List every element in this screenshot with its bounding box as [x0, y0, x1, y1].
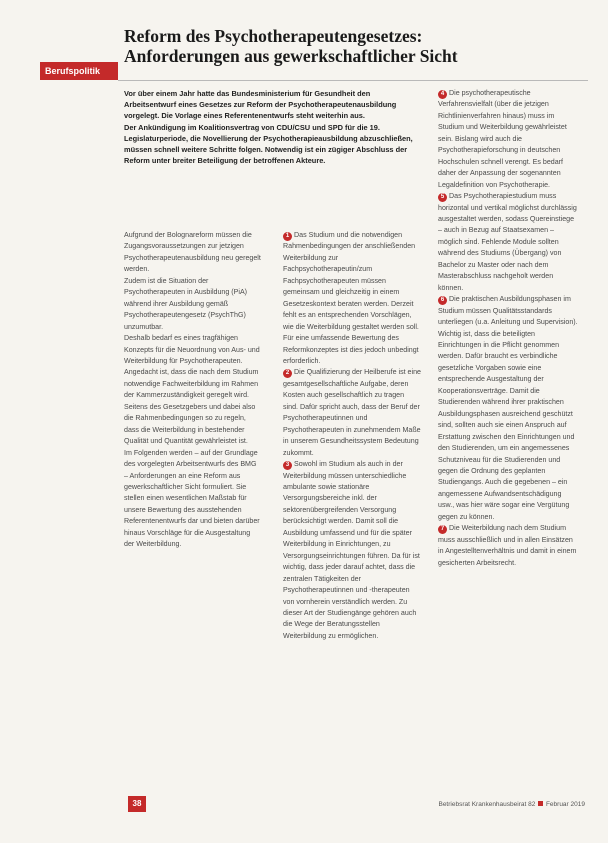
paragraph: Aufgrund der Bolognareform müssen die Zugangsvoraussetzungen zur jetzigen Psychotherapeutenausbildung neu geregelt werden.: [124, 231, 261, 274]
point-number-badge: 2: [283, 369, 292, 378]
point-number-badge: 7: [438, 525, 447, 534]
point-number-badge: 1: [283, 232, 292, 241]
footer-year: 2019: [570, 801, 585, 808]
footer-square-icon: [538, 801, 543, 806]
footer-source: Betriebsrat Krankenhausbeirat 82: [438, 801, 536, 808]
paragraph: Im Folgenden werden – auf der Grundlage des vorgelegten Arbeitsentwurfs des BMG – Anforderungen an eine Reform aus gewerkschaftlicher Sicht formuliert. Sie stellen einen wesentlichen Maßstab für unsere Bewertung des ausstehenden Referentenentwurfs dar und bieten darüber hinaus Vorschläge für die Ausgestaltung der Weiterbildung.: [124, 448, 260, 549]
page-footer: [425, 801, 585, 808]
text-column-1: [124, 230, 262, 551]
numbered-point: [438, 294, 578, 523]
point-number-badge: 3: [283, 461, 292, 470]
page-number: 38: [128, 796, 146, 812]
numbered-point: [283, 230, 421, 367]
numbered-point: [438, 523, 578, 569]
text-column-2: [283, 230, 421, 642]
numbered-point: [438, 191, 578, 294]
point-number-badge: 6: [438, 296, 447, 305]
point-text: Die praktischen Ausbildungsphasen im Studium müssen Qualitätsstandards unterliegen (u.a. Anleitung und Supervision). Wichtig ist, dass die beteiligten Einrichtungen in die Pflicht genommen werden. Dafür braucht es verbindliche gesetzliche Vorgaben sowie eine entsprechende Ausgestaltung der Kooperationsverträge. Damit die Studierenden während ihrer praktischen Ausbildungsphasen ausreichend geschützt sind, sollten auch sie einen Anspruch auf Erstattung zwischen den Einrichtungen und den Studierenden, um ein angemessenes Schutzniveau für die Studierenden und gegen die Ordnung des geplanten Studiengangs. Auch die gegebenen – ein angemessene Aufwandsentschädigung usw., was hier wäre sogar eine Vergütung gegen zu können.: [438, 295, 578, 521]
section-rubric: Berufspolitik: [40, 62, 118, 80]
footer-issue: Februar: [545, 801, 569, 808]
point-text: Die Qualifizierung der Heilberufe ist eine gesamtgesellschaftliche Aufgabe, deren Kosten auch gesellschaftlich zu tragen sind. Dafür spricht auch, dass der Beruf der Psychotherapeutinnen und Psychotherapeuten in zunehmendem Maße in unserem Gesundheitssystem Bedeutung zukommt.: [283, 368, 421, 457]
article-lead: [124, 88, 424, 166]
paragraph: Zudem ist die Situation der Psychotherapeuten in Ausbildung (PiA) während ihrer Ausbildung gemäß Psychotherapeutengesetz (PsychThG) unzumutbar.: [124, 276, 248, 331]
paragraph: Deshalb bedarf es eines tragfähigen Konzepts für die Neuordnung von Aus- und Weiterbildung für Psychotherapeuten. Angedacht ist, dass die nach dem Studium notwendige Fachweiterbildung im Rahmen der Kammerzuständigkeit geregelt wird. Seitens des Gesetzgebers und dabei also die Rahmenbedingungen so zu regeln, dass die Weiterbildung in bestehender Qualität und Quantität gewährleistet ist.: [124, 334, 260, 446]
numbered-point: [438, 88, 578, 191]
lead-paragraph-2: Der Ankündigung im Koalitionsvertrag von CDU/CSU und SPD für die 19. Legislaturperiode, die Novellierung der Psychotherapieausbildung abzuschließen, müssen schnell weitere Schritte folgen. Notwendig ist ein zügiger Abschluss der Reform unter breiter Beteiligung der betroffenen Akteure.: [124, 122, 413, 166]
rubric-divider: [118, 80, 588, 81]
point-text: Die Weiterbildung nach dem Studium muss ausschließlich und in allen Einsätzen in Angestelltenverhältnis und damit in einem gesicherten Arbeitsrecht.: [438, 524, 577, 567]
point-number-badge: 5: [438, 193, 447, 202]
title-line-2: Anforderungen aus gewerkschaftlicher Sicht: [124, 46, 458, 66]
article-title: [124, 26, 584, 66]
point-text: Das Psychotherapiestudium muss horizontal und vertikal möglichst durchlässig ausgestaltet werden, sodass Quereinstiege – auch in Bezug auf Staatsexamen – möglich sind. Fehlende Module sollten während des Studiums (Übergang) von Bachelor zu Master oder nach dem Masterabschluss nachgeholt werden können.: [438, 192, 577, 292]
point-text: Das Studium und die notwendigen Rahmenbedingungen der anschließenden Weiterbildung zur Fachpsychotherapeutin/zum Fachpsychotherapeuten müssen gemeinsam und gleichzeitig in einem Gesetzeskontext beraten werden. Derzeit fehlt es an entsprechenden Vorschlägen, wie die Weiterbildung gestaltet werden soll. Für eine umfassende Bewertung des Reformkonzeptes ist dies jedoch unbedingt erforderlich.: [283, 231, 419, 365]
point-text: Sowohl im Studium als auch in der Weiterbildung müssen unterschiedliche ambulante sowie stationäre Versorgungsbereiche inkl. der sektorenübergreifenden Versorgung berücksichtigt werden. Damit soll die Ausbildung umfassend und für die später Weiterbildung in Einrichtungen, zu Versorgungseinrichtungen führen. Da für ist wichtig, dass jeder darauf achtet, dass die zentralen Tätigkeiten der Psychotherapeutinnen und -therapeuten von vornherein verständlich werden. Zu dieser Art der Studiengänge gehören auch die Wege der Beratungsstellen Weiterbildung zu ermöglichen.: [283, 460, 420, 640]
numbered-point: [283, 459, 421, 642]
text-column-3: [438, 88, 578, 569]
title-line-1: Reform des Psychotherapeutengesetzes:: [124, 26, 423, 46]
lead-paragraph-1: Vor über einem Jahr hatte das Bundesministerium für Gesundheit den Arbeitsentwurf eines Gesetzes zur Reform der Psychotherapeutenausbildung vorgelegt. Die Vorlage eines Referentenentwurfs steht weiterhin aus.: [124, 89, 397, 121]
numbered-point: [283, 367, 421, 459]
point-text: Die psychotherapeutische Verfahrensvielfalt (über die jetzigen Richtlinienverfahren hinaus) muss im Studium und Weiterbildung gewährleistet sein. Bislang wird auch die Psychotherapieforschung in deutschen Hochschulen schnell verengt. Es bedarf daher der Anpassung der sogenannten Legaldefinition von Psychotherapie.: [438, 89, 567, 189]
point-number-badge: 4: [438, 90, 447, 99]
